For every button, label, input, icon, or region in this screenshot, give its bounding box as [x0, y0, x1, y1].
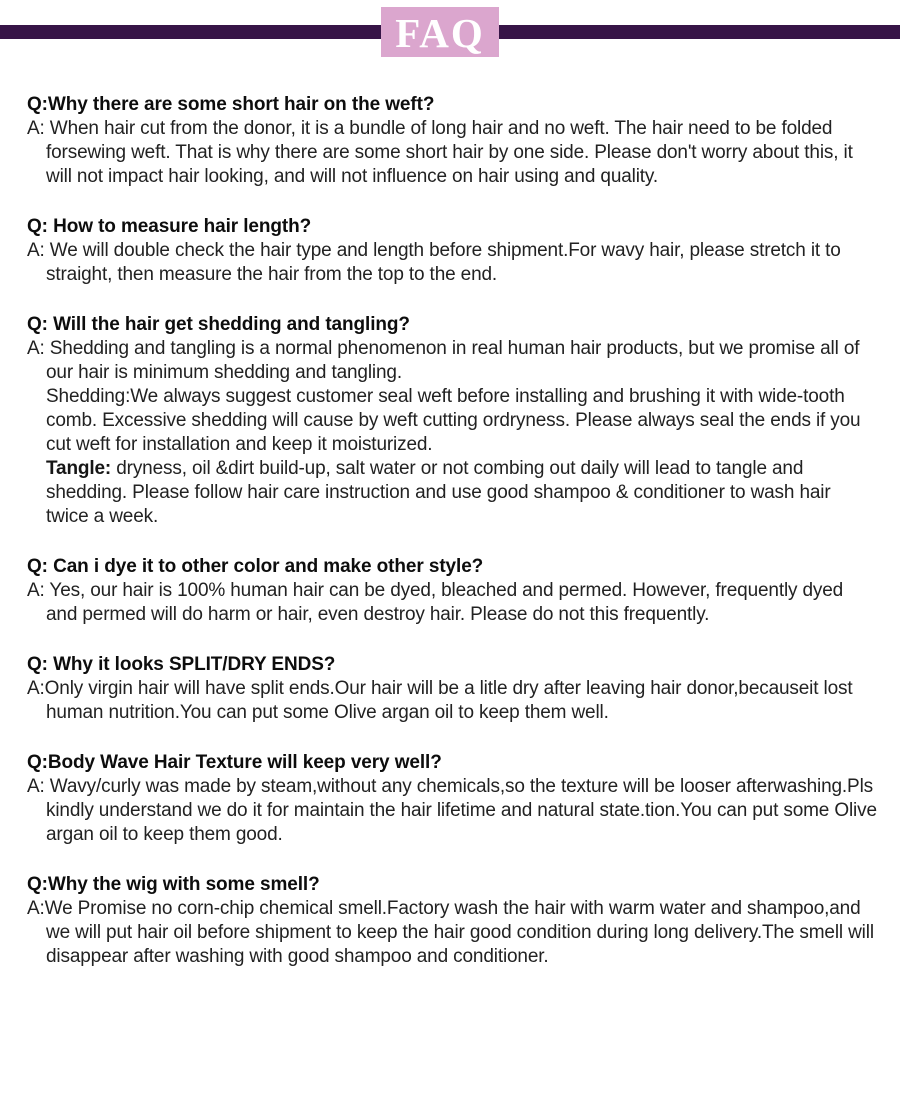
faq-answer	[27, 897, 878, 969]
faq-item-dye-other-color	[27, 555, 878, 627]
faq-question: Q:Body Wave Hair Texture will keep very well?	[27, 752, 442, 773]
faq-item-body-wave-texture	[27, 751, 878, 847]
faq-item-wig-smell	[27, 873, 878, 969]
faq-answer	[27, 579, 878, 627]
faq-answer-text: A:Only virgin hair will have split ends.Our hair will be a litle dry after leaving hair donor,becauseit lost human nutrition.You can put some Olive argan oil to keep them well.	[27, 678, 853, 723]
page-title: FAQ	[395, 9, 485, 56]
faq-title-badge	[381, 7, 499, 57]
faq-question: Q: How to measure hair length?	[27, 216, 312, 237]
faq-item-split-dry-ends	[27, 653, 878, 725]
faq-question: Q: Can i dye it to other color and make other style?	[27, 556, 484, 577]
faq-answer-text: dryness, oil &dirt build-up, salt water or not combing out daily will lead to tangle and shedding. Please follow hair care instruction and use good shampoo & conditioner to wash hair twice a week.	[46, 458, 831, 527]
faq-answer	[27, 677, 878, 725]
faq-header	[0, 0, 900, 62]
faq-answer	[27, 117, 878, 189]
faq-answer	[27, 239, 878, 287]
faq-answer-tangle-note	[27, 457, 878, 529]
faq-list	[0, 62, 900, 969]
faq-answer-text: A: When hair cut from the donor, it is a bundle of long hair and no weft. The hair need to be folded forsewing weft. That is why there are some short hair by one side. Please don't worry about this, it will not impact hair looking, and will not influence on hair using and quality.	[27, 118, 853, 187]
faq-answer-bold-prefix: Tangle:	[46, 458, 112, 479]
faq-item-measure-hair-length	[27, 215, 878, 287]
faq-question: Q:Why the wig with some smell?	[27, 874, 320, 895]
faq-answer-shedding-note	[27, 385, 878, 457]
faq-answer-text: A: Yes, our hair is 100% human hair can be dyed, bleached and permed. However, frequently dyed and permed will do harm or hair, even destroy hair. Please do not this frequently.	[27, 580, 844, 625]
faq-question: Q: Why it looks SPLIT/DRY ENDS?	[27, 654, 336, 675]
faq-answer-text: A: We will double check the hair type and length before shipment.For wavy hair, please stretch it to straight, then measure the hair from the top to the end.	[27, 240, 841, 285]
faq-answer-text: Shedding:We always suggest customer seal weft before installing and brushing it with wide-tooth comb. Excessive shedding will cause by weft cutting ordryness. Please always seal the ends if you cut weft for installation and keep it moisturized.	[46, 386, 861, 455]
faq-answer-text: A: Shedding and tangling is a normal phenomenon in real human hair products, but we promise all of our hair is minimum shedding and tangling.	[27, 338, 860, 383]
faq-answer	[27, 775, 878, 847]
faq-item-short-hair-on-weft	[27, 93, 878, 189]
faq-question: Q: Will the hair get shedding and tangling?	[27, 314, 410, 335]
faq-answer-text: A:We Promise no corn-chip chemical smell.Factory wash the hair with warm water and shampoo,and we will put hair oil before shipment to keep the hair good condition during long delivery.The smell will disappear after washing with good shampoo and conditioner.	[27, 898, 874, 967]
faq-item-shedding-tangling	[27, 313, 878, 529]
faq-question: Q:Why there are some short hair on the weft?	[27, 94, 435, 115]
faq-answer	[27, 337, 878, 385]
faq-answer-text: A: Wavy/curly was made by steam,without any chemicals,so the texture will be looser afterwashing.Pls kindly understand we do it for maintain the hair lifetime and natural state.tion.You can put some Olive argan oil to keep them good.	[27, 776, 877, 845]
